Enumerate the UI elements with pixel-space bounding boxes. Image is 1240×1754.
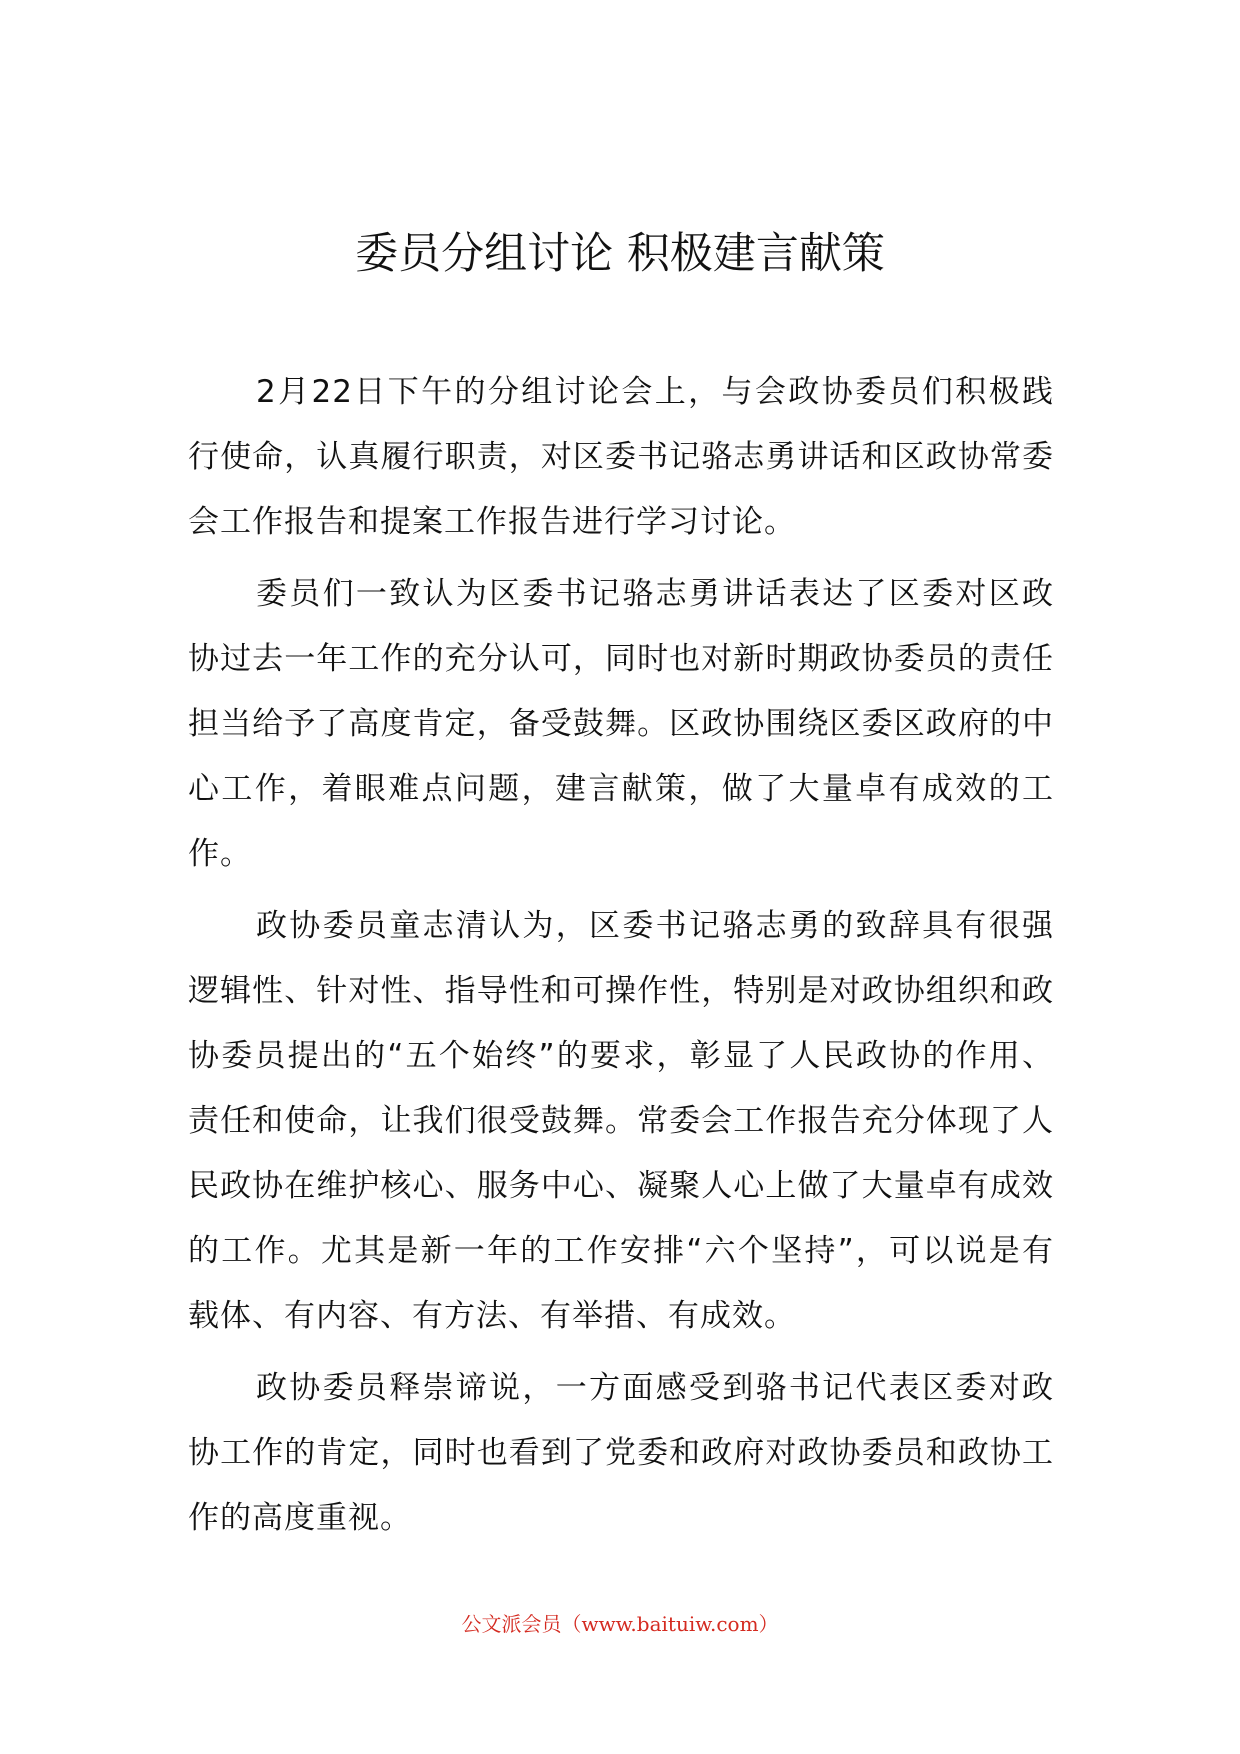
- paragraph-3: 政协委员童志清认为，区委书记骆志勇的致辞具有很强逻辑性、针对性、指导性和可操作性，特别是对政协组织和政协委员提出的“五个始终”的要求，彰显了人民政协的作用、责任和使命，让我们很受鼓舞。常委会工作报告充分体现了人民政协在维护核心、服务中心、凝聚人心上做了大量卓有成效的工作。尤其是新一年的工作安排“六个坚持”，可以说是有载体、有内容、有方法、有举措、有成效。: [188, 908, 1054, 1334]
- paragraph-2: 委员们一致认为区委书记骆志勇讲话表达了区委对区政协过去一年工作的充分认可，同时也对新时期政协委员的责任担当给予了高度肯定，备受鼓舞。区政协围绕区委区政府的中心工作，着眼难点问题，建言献策，做了大量卓有成效的工作。: [188, 576, 1054, 872]
- footer-watermark: 公文派会员（www.baituiw.com）: [461, 1612, 779, 1636]
- paragraph-4: 政协委员释崇谛说，一方面感受到骆书记代表区委对政协工作的肯定，同时也看到了党委和政府对政协委员和政协工作的高度重视。: [188, 1370, 1054, 1536]
- document-body: [188, 360, 1054, 1558]
- paragraph-1: 2月22日下午的分组讨论会上，与会政协委员们积极践行使命，认真履行职责，对区委书记骆志勇讲话和区政协常委会工作报告和提案工作报告进行学习讨论。: [188, 374, 1054, 540]
- document-title: 委员分组讨论 积极建言献策: [355, 229, 885, 279]
